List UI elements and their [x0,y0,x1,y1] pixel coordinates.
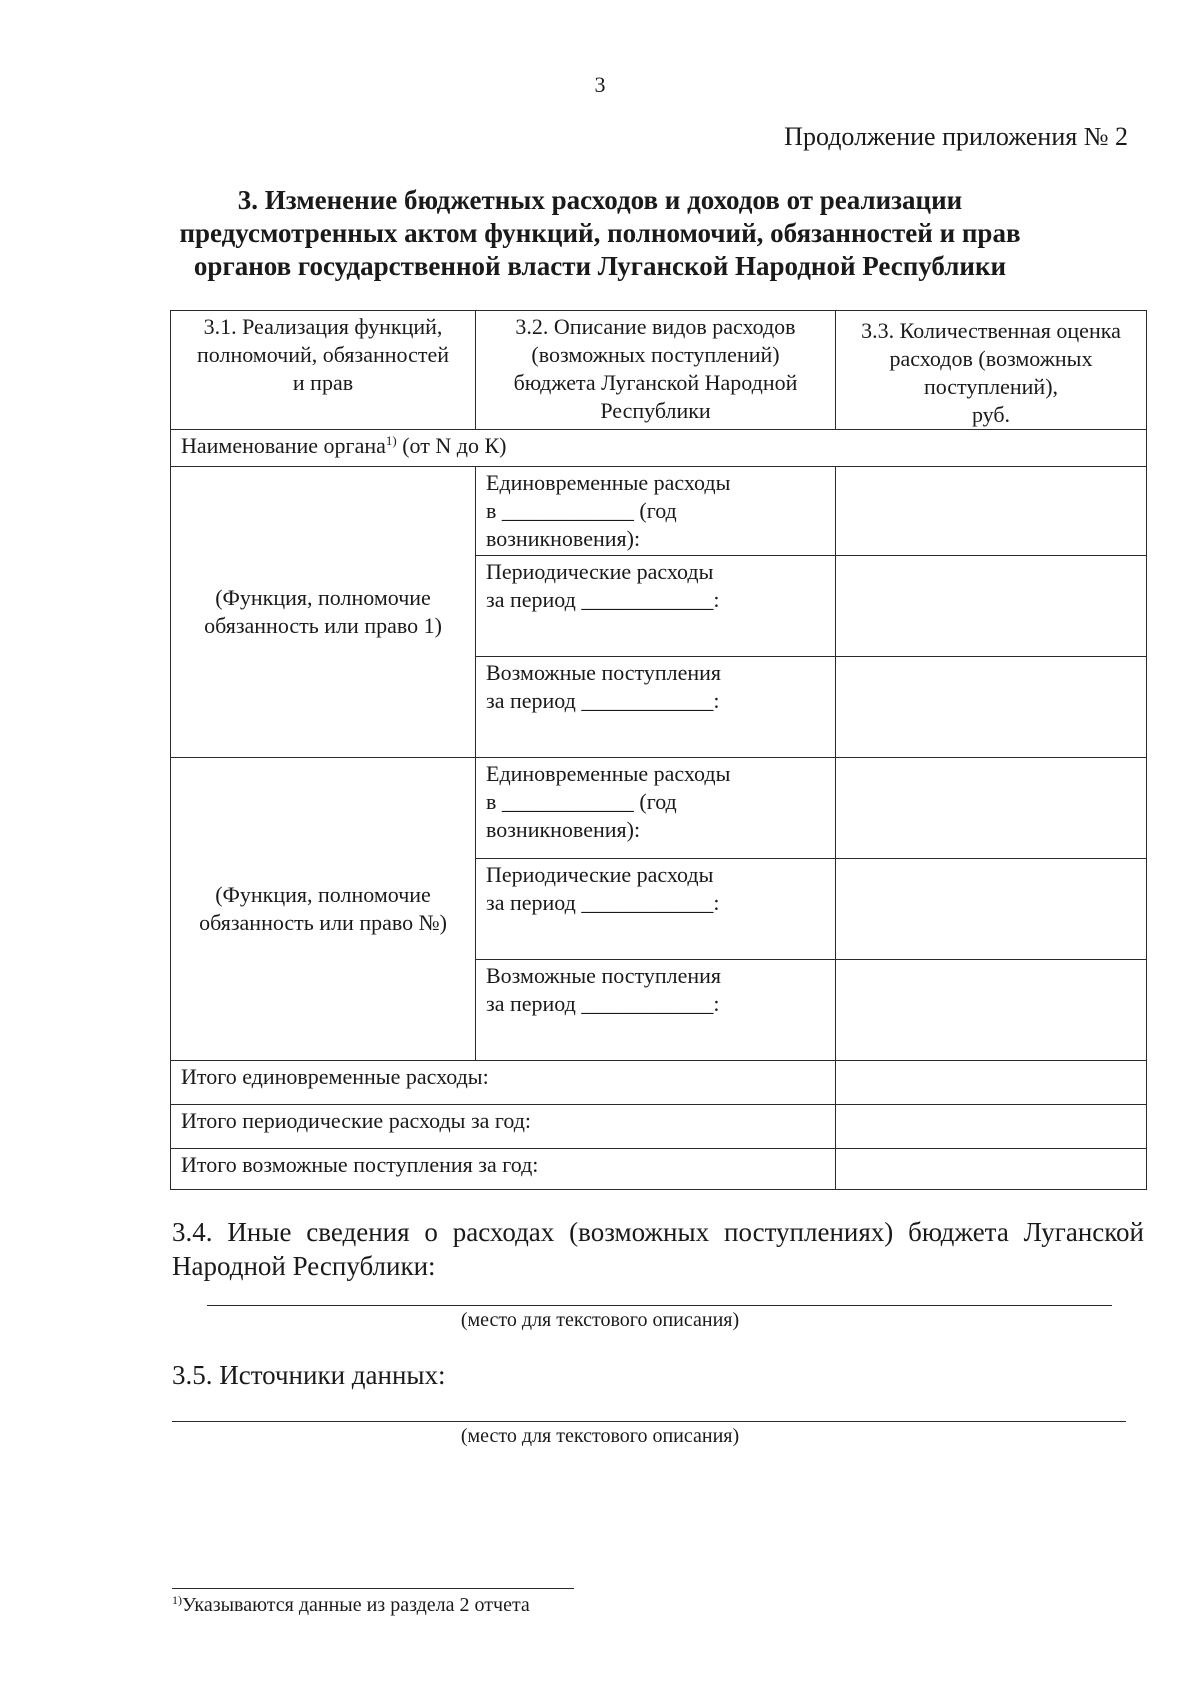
function-cell-2: (Функция, полномочие обязанность или право №) [171,758,476,1061]
total-periodic-label: Итого периодические расходы за год: [171,1105,836,1149]
one-time-expenses-cell: Единовременные расходы в ____________ (год возникновения): [476,467,836,556]
footnote: $^{1)}$Указываются данные из раздела 2 отчета [172,1593,530,1616]
estimate-input-cell[interactable] [836,657,1147,758]
header-col-estimate: 3.3. Количественная оценка расходов (возможных поступлений), руб. [836,311,1147,430]
section-3-5-fill-line[interactable] [172,1421,1126,1422]
possible-receipts-cell: Возможные поступления за период ____________: [476,657,836,758]
heading-line-2: предусмотренных актом функций, полномочий, обязанностей и прав [179,218,1021,248]
organ-name-row: Наименование органа$^{1)}$ (от N до К) [171,430,1147,467]
header-col-description: 3.2. Описание видов расходов (возможных поступлений) бюджета Луганской Народной Республики [476,311,836,430]
one-time-expenses-cell: Единовременные расходы в ____________ (год возникновения): [476,758,836,859]
total-receipts-label: Итого возможные поступления за год: [171,1149,836,1190]
appendix-note: Продолжение приложения № 2 [784,122,1128,151]
estimate-input-cell[interactable] [836,556,1147,657]
section-heading [120,184,1080,283]
budget-change-table [170,310,1147,1190]
possible-receipts-cell: Возможные поступления за период ____________: [476,960,836,1061]
heading-line-1: 3. Изменение бюджетных расходов и доходов от реализации [237,185,963,215]
estimate-input-cell[interactable] [836,859,1147,960]
total-periodic-value[interactable] [836,1105,1147,1149]
section-3-5-caption: (место для текстового описания) [460,1425,740,1447]
page-number: 3 [594,72,606,97]
function-cell-1: (Функция, полномочие обязанность или право 1) [171,467,476,758]
estimate-input-cell[interactable] [836,960,1147,1061]
header-col-functions: 3.1. Реализация функций, полномочий, обязанностей и прав [171,311,476,430]
section-3-4-caption: (место для текстового описания) [460,1309,740,1331]
heading-line-3: органов государственной власти Луганской Народной Республики [193,251,1007,281]
periodic-expenses-cell: Периодические расходы за период ____________: [476,556,836,657]
section-3-5-text: 3.5. Источники данных: [172,1360,446,1390]
footnote-separator [172,1588,574,1589]
section-3-4-fill-line[interactable] [207,1305,1112,1306]
total-one-time-value[interactable] [836,1061,1147,1105]
section-3-4-text: 3.4. Иные сведения о расходах (возможных поступлениях) бюджета Луганской Народной Республики: [172,1217,1144,1281]
estimate-input-cell[interactable] [836,758,1147,859]
total-one-time-label: Итого единовременные расходы: [171,1061,836,1105]
total-receipts-value[interactable] [836,1149,1147,1190]
periodic-expenses-cell: Периодические расходы за период ____________: [476,859,836,960]
estimate-input-cell[interactable] [836,467,1147,556]
